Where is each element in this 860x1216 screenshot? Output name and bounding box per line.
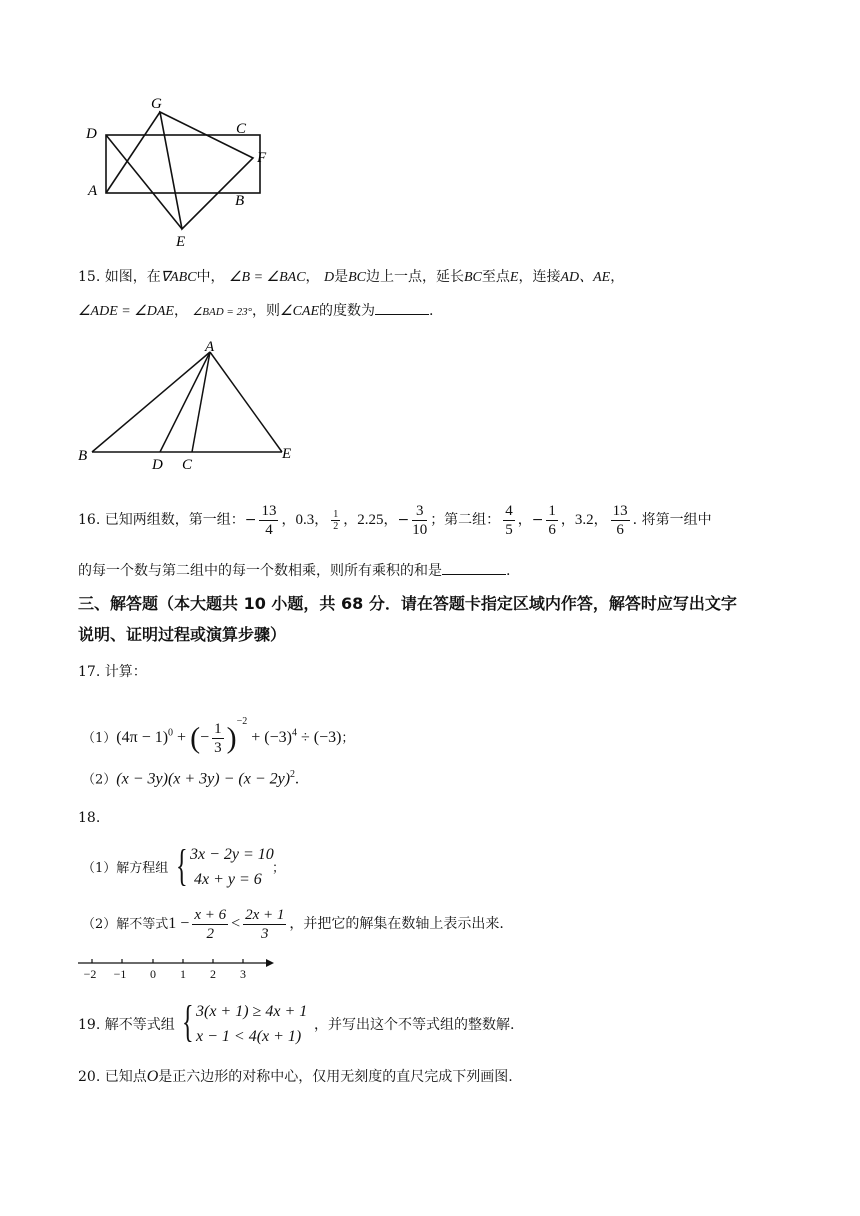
brace-system: { [176,841,188,890]
fraction-3-10: $\frac{3}{10}$ [412,502,428,538]
q17-part2: $(2)(x - 3y)(x + 3y) - (x - 2y)^2$. [82,769,300,788]
q15-line2: ∠ADE = ∠DAE， ∠BAD = 23°，则∠CAE的度数为 . [78,303,434,319]
tick-label: 0 [150,967,156,981]
fraction-1-3: $\frac{1}{3}$ [214,720,222,756]
q20-line: 20. 已知点O是正六边形的对称中心，仅用无刻度的直尺完成下列画图. [78,1068,513,1085]
label-G: G [151,96,162,112]
label-F: F [257,150,267,166]
equation-2: 4x + y = 6 [194,871,262,888]
q16-line2: 的每一个数与第二组中的每一个数相乘，则所有乘积的和是 . [78,563,511,579]
label-C: C [236,121,247,137]
q17-title: 17. 计算： [78,664,147,680]
q20-number: 20. [78,1069,101,1085]
answer-blank-15 [375,314,429,315]
section-3-heading-line2: 说明、证明过程或演算步骤） [78,625,287,644]
label-E: E [282,446,292,462]
segment-AD [160,352,210,452]
label-C: C [182,457,193,473]
inequality-1: 3(x + 1) ≥ 4x + 1 [196,1003,308,1020]
q15-line1: 15. 如图，在∇ABC中， ∠B = ∠BAC， D是BC边上一点，延长BC至点E，连接AD、AE， [78,269,625,285]
q18-number: 18. [78,810,101,826]
fraction-x-plus-6-over-2: $\frac{x + 6}{2}$ [194,906,227,942]
fraction-4-5: $\frac{4}{5}$ [505,502,513,538]
label-E: E [176,234,186,250]
triangle-abc: ∇ABC [160,270,197,285]
q18-part1-end: ； [272,861,286,876]
tick-label: 1 [180,967,186,981]
section-3-heading-line1: 三、解答题（本大题共 10 小题，共 68 分．请在答题卡指定区域内作答，解答时应写出文字 [78,594,737,613]
q18-part2: （2）解不等式1 − $\frac{x + 6}{2}$ < $\frac{2x + 1}{3}$ ，并把它的解集在数轴上表示出来. [82,906,504,942]
q16-number: 16. [78,512,101,528]
label-B: B [235,193,245,209]
figure-rectangle-triangle [80,92,280,252]
equation-1: 3x − 2y = 10 [190,846,274,863]
tick-label: −1 [113,967,127,981]
answer-blank-16 [442,574,506,575]
q18-part1-label: （1）解方程组 [82,861,169,876]
condition-angle-b: ∠B = ∠BAC [228,270,306,285]
q15-number: 15. [78,269,101,285]
inequality-2: x − 1 < 4(x + 1) [196,1028,302,1045]
condition-ade: ∠ADE = ∠DAE [78,304,174,319]
q17-number: 17. [78,664,101,680]
segment-AB [92,352,210,452]
fraction-2x-plus-1-over-3: $\frac{2x + 1}{3}$ [245,906,285,942]
fraction-13-6: $\frac{13}{6}$ [612,502,628,538]
label-A: A [88,183,98,199]
number-line [76,956,276,982]
label-B: B [78,448,88,464]
tick-label: 3 [240,967,246,981]
segment-AE [210,352,282,452]
label-A: A [205,339,215,355]
tick-label: −2 [83,967,97,981]
q17-part1: $(1)(4\pi - 1)^0$ + (− $\frac{1}{3}$ )$^{-2} + (-3)^4 \div (-3)$； [82,716,355,756]
segment-AG [106,112,160,193]
tick-label: 2 [210,967,216,981]
q19-tail: ，并写出这个不等式组的整数解. [314,1017,515,1033]
fraction-1-6: $\frac{1}{6}$ [548,502,556,538]
segment-DE [106,135,182,229]
label-D: D [86,126,97,142]
q16-line1: 16. 已知两组数，第一组：− $\frac{13}{4}$ ，0.3， $\frac{1}{2}$ ，2.25，− $\frac{3}{10}$ ；第二组： $\frac{4}{5}$ ，− $\frac{1}{6}$ ，3.2， $\frac{13}{6}$ . 将第一组中 [78,502,712,538]
brace-inequality-system: { [182,997,194,1046]
label-D: D [152,457,163,473]
figure-triangle-abe [74,336,304,476]
q19-number: 19. [78,1017,101,1033]
condition-bad: ∠BAD = 23° [192,306,253,318]
fraction-13-4: $\frac{13}{4}$ [261,502,277,538]
segment-AC [192,352,210,452]
fraction-1-2: $\frac{1}{2}$ [333,508,339,532]
q19-intro: 19. 解不等式组 [78,1017,175,1033]
